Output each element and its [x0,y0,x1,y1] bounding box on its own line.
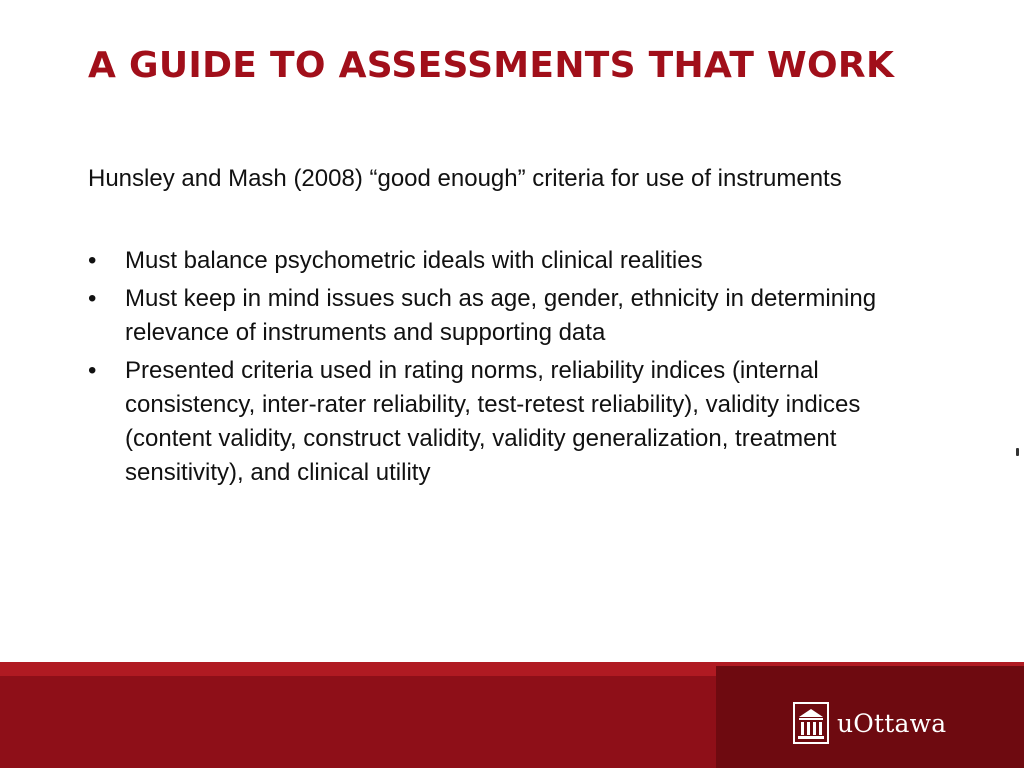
slide-title: A GUIDE TO ASSESSMENTS THAT WORK [88,45,895,86]
list-item [88,244,948,278]
logo-text: uOttawa [837,708,947,738]
building-columns-icon [793,702,829,744]
bullet-icon: • [88,247,97,274]
intro-text: Hunsley and Mash (2008) “good enough” criteria for use of instruments [88,165,842,192]
bullet-list [88,244,948,490]
list-item-text: Must balance psychometric ideals with clinical realities [125,247,703,274]
list-item [88,354,948,490]
list-item-text: Presented criteria used in rating norms, reliability indices (internal consistency, inter-rater reliability, test-retest reliability), validity indices (content validity, construct validity, validity generalization, treatment sensitivity), and clinical utility [125,357,861,486]
stray-mark [1016,448,1019,456]
slide-body [88,162,948,494]
bullet-icon: • [88,357,97,384]
bullet-icon: • [88,285,97,312]
spacer [88,196,948,244]
list-item-text: Must keep in mind issues such as age, gender, ethnicity in determining relevance of instruments and supporting data [125,285,877,346]
list-item [88,282,948,350]
uottawa-logo [793,701,946,745]
